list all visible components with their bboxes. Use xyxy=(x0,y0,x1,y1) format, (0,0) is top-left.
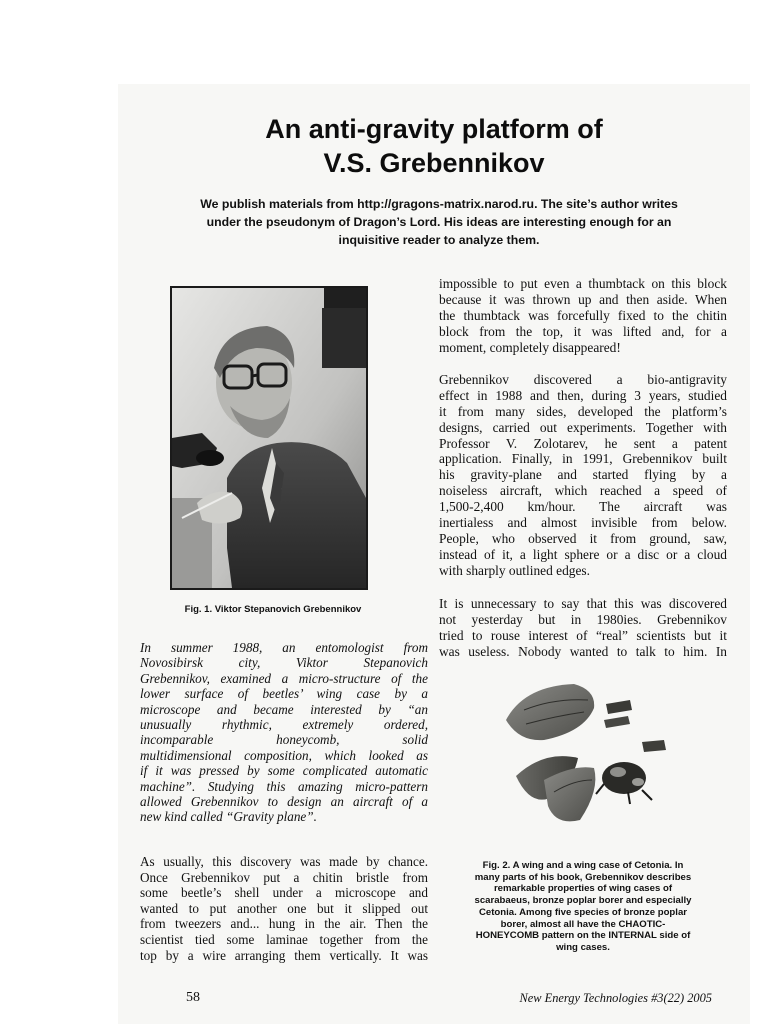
caption-line: scarabaeus, bronze poplar borer and especially xyxy=(474,895,692,907)
title-line-2: V.S. Grebennikov xyxy=(323,148,545,178)
text-line: Professor V. Zolotarev, he sent a patent xyxy=(439,435,727,451)
portrait-illustration xyxy=(172,288,366,588)
journal-name: New Energy Technologies #3(22) 2005 xyxy=(519,991,712,1005)
text-line: 1,500-2,400 km/hour. The aircraft was xyxy=(439,499,727,515)
text-line: lower surface of beetles’ wing case by a xyxy=(140,686,428,702)
text-line: top by a wire arranging them vertically. It was xyxy=(140,947,428,963)
text-line: Novosibirsk city, Viktor Stepanovich xyxy=(140,655,428,671)
title-line-1: An anti-gravity platform of xyxy=(265,114,603,144)
text-line: block from the top, it was lifted and, for a xyxy=(439,323,727,339)
caption-line: Fig. 2. A wing and a wing case of Cetonia. In xyxy=(482,860,684,871)
article-title xyxy=(118,112,750,180)
text-line: Grebennikov discovered a bio-antigravity xyxy=(439,372,727,387)
text-line: Grebennikov, examined a micro-structure of the xyxy=(140,670,428,686)
figure-2-caption xyxy=(438,860,728,954)
text-line: it from many sides, developed the platform’s xyxy=(439,403,727,419)
magazine-page xyxy=(118,84,750,1024)
text-line: In summer 1988, an entomologist from xyxy=(140,640,428,655)
caption-line: HONEYCOMB pattern on the INTERNAL side of xyxy=(475,930,691,942)
left-italic-paragraph xyxy=(140,640,428,825)
text-line: incomparable honeycomb, solid xyxy=(140,732,428,748)
text-line: the thumbtack was forcefully fixed to the chitin xyxy=(439,307,727,323)
text-line: multidimensional composition, which looked as xyxy=(140,747,428,763)
text-line: tried to rouse interest of “real” scientists but it xyxy=(439,627,727,643)
text-line: wanted to put another one but it slipped out xyxy=(140,900,428,916)
text-line: because it was thrown up and then aside. When xyxy=(439,291,727,307)
intro-line: We publish materials from http://gragons-matrix.narod.ru. The site’s author writes xyxy=(200,197,678,211)
caption-line: remarkable properties of wing cases of xyxy=(493,883,673,895)
text-line: It is unnecessary to say that this was discovered xyxy=(439,596,727,611)
text-line: noiseless aircraft, which reached a speed of xyxy=(439,483,727,499)
text-line: with sharply outlined edges. xyxy=(439,562,590,578)
text-line: instead of it, a light sphere or a disc or a cloud xyxy=(439,546,727,562)
left-regular-paragraph xyxy=(140,854,428,963)
text-line: new kind called “Gravity plane”. xyxy=(140,809,317,825)
text-line: moment, completely disappeared! xyxy=(439,339,621,355)
text-line: designs, carried out experiments. Together with xyxy=(439,419,727,435)
text-line: not yesterday but in 1980ies. Grebennikov xyxy=(439,611,727,627)
caption-line: borer, almost all have the CHAOTIC- xyxy=(500,918,666,930)
article-intro xyxy=(138,195,740,249)
wing-case-photo xyxy=(504,680,674,830)
text-line: allowed Grebennikov to design an aircraft of a xyxy=(140,793,428,809)
portrait-photo xyxy=(170,286,368,590)
text-line: As usually, this discovery was made by chance. xyxy=(140,854,428,869)
intro-line: under the pseudonym of Dragon’s Lord. His ideas are interesting enough for an xyxy=(206,215,672,229)
text-line: People, who observed it from ground, saw, xyxy=(439,530,727,546)
text-line: impossible to put even a thumbtack on this block xyxy=(439,276,727,291)
text-line: was useless. Nobody wanted to talk to him. In xyxy=(439,643,727,659)
right-paragraph-2 xyxy=(439,372,727,579)
wing-illustration xyxy=(504,680,674,830)
text-line: Once Grebennikov put a chitin bristle from xyxy=(140,869,428,885)
right-paragraph-1 xyxy=(439,276,727,355)
figure-1-caption: Fig. 1. Viktor Stepanovich Grebennikov xyxy=(184,604,362,615)
caption-line: wing cases. xyxy=(556,941,610,953)
text-line: from tweezers and... hung in the air. Then the xyxy=(140,916,428,932)
text-line: machine”. Studying this amazing micro-pattern xyxy=(140,778,428,794)
text-line: application. Finally, in 1991, Grebennikov built xyxy=(439,451,727,467)
text-line: his gravity-plane and started flying by a xyxy=(439,467,727,483)
text-line: if it was pressed by some complicated automatic xyxy=(140,763,428,779)
text-line: scientist tied some laminae together from the xyxy=(140,931,428,947)
intro-line: inquisitive reader to analyze them. xyxy=(338,233,540,247)
text-line: effect in 1988 and then, during 3 years, studied xyxy=(439,387,727,403)
caption-line: many parts of his book, Grebennikov describes xyxy=(474,871,692,883)
caption-line: Cetonia. Among five species of bronze poplar xyxy=(478,906,688,918)
text-line: microscope and became interested by “an xyxy=(140,701,428,717)
right-paragraph-3 xyxy=(439,596,727,660)
text-line: some beetle’s shell under a microscope and xyxy=(140,885,428,901)
page-number: 58 xyxy=(186,990,200,1005)
text-line: inertialess and almost invisible from below. xyxy=(439,515,727,531)
text-line: unusually rhythmic, extremely ordered, xyxy=(140,716,428,732)
